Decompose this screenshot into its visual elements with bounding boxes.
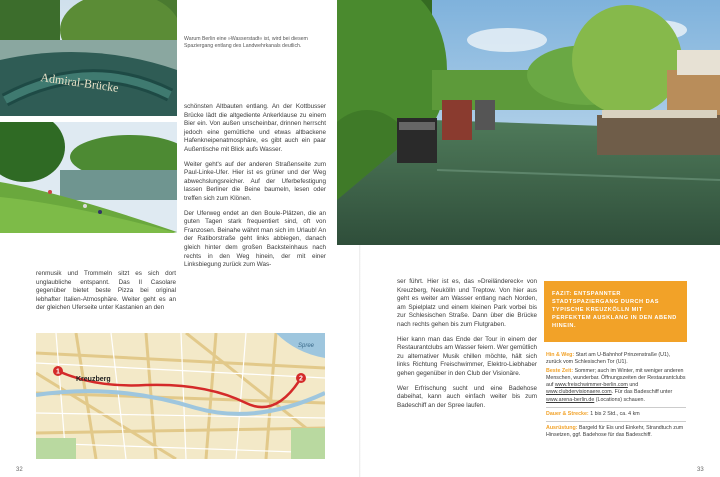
left-page-column-bottom [36,270,176,319]
info-value: (Locations) schauen. [595,396,645,403]
info-zeit [546,368,686,403]
route-map [36,333,325,459]
info-box [546,352,686,441]
link-freischwimmer[interactable]: www.freischwimmer-berlin.com [554,382,628,389]
paragraph: renmusik und Trommeln sitzt es sich dort unglaubliche entspannt. Das Il Casolare gegenüber bietet beste Pizza bei original lebhafter Italien-Atmosphäre. Weiter geht es an der gleichen Uferseite unter Kastanien an den [36,270,176,312]
info-value: Start am U-Bahnhof Prinzenstraße (U1), zurück vom Schlesischen Tor (U1). [546,352,671,366]
map-start-marker: 1 [56,368,60,376]
info-value: und [629,382,639,389]
paragraph: ser führt. Hier ist es, das »Dreiländereck« von Kreuzberg, Neukölln und Treptow. Von hier aus geht es weiter am Wasser entlang nach Norden, am Spielplatz und einem kleinen Park vorbei bis zur Schlesischen Straße. Dann über die Brücke nach rechts gehen bis zum Flutgraben. [397,278,537,328]
info-value: Bargeld für Eis und Einkehr, Strandtuch zum Hinsetzen, ggf. Badehose für das Badeschiff. [546,424,684,438]
bridge-sign-text: Admiral-Brücke [39,70,120,95]
paragraph: schönsten Altbauten entlang. An der Kottbusser Brücke lädt die altgediente Ankerklause zu einem Bier ein. Von außen unscheinbar, drinnen herrscht jedoch eine gemütliche und etwas altbackene Hafenkneipenatmosphäre, es gibt auch ein paar Außentische mit Blick aufs Wasser. [184,103,326,153]
paragraph: Wer Erfrischung sucht und eine Badehose dabeihat, kann auch einfach weiter bis zum Badeschiff an der Spree laufen. [397,384,537,409]
fazit-text: FAZIT: ENTSPANNTER STADTSPAZIERGANG DURCH DAS TYPISCHE KREUZKÖLLN MIT PERFEKTEM AUSKLANG IN DEN ABEND HINEIN. [552,291,677,329]
info-value: Sommer; auch im Winter, mit weniger anderen Menschen, wunderbar. Öffnungszeiten der Restaurantclubs auf [546,368,686,389]
caption-text: Warum Berlin eine »Wasserstadt« ist, wird bei diesem Spaziergang entlang des Landwehrkanals deutlich. [184,36,308,49]
link-arena-berlin[interactable]: www.arena-berlin.de [546,396,595,403]
info-label: Ausrüstung: [546,424,578,431]
map-label-kreuzberg: Kreuzberg [76,376,111,383]
fazit-box [544,281,687,342]
canal-photo [337,0,720,245]
divider [546,421,686,422]
page-number-left: 32 [16,467,23,473]
divider [546,407,686,408]
info-value: . Für das Badeschiff unter [611,389,673,396]
park-photo [0,122,177,233]
link-clubdervisionaere[interactable]: www.clubdervisionaere.com [546,389,612,396]
paragraph: Hier kann man das Ende der Tour in einem der Restaurantclubs am Wasser feiern. Wer gemütlich zu alternativer Musik chillen möchte, hält sich links Richtung Freischwimmer, Elektro-Liebhaber gehen gegenüber in den Club der Visionäre. [397,335,537,377]
info-label: Dauer & Strecke: [546,410,589,417]
info-hinweg [546,352,686,366]
info-dauer [546,411,686,418]
right-page-column [397,278,537,416]
page-number-right: 33 [697,467,704,473]
bridge-photo [0,0,177,116]
info-ausruestung [546,425,686,439]
info-value: 1 bis 2 Std., ca. 4 km [590,410,640,417]
paragraph: Weiter geht's auf der anderen Straßenseite zum Paul-Linke-Ufer. Hier ist es grüner und der Weg abwechslungsreicher. Auf der Uferbefestigung lassen Berliner die Beine baumeln, lesen oder treffen sich zum Klönen. [184,160,326,202]
paragraph: Der Uferweg endet an den Boule-Plätzen, die an guten Tagen stark frequentiert sind, oft von Franzosen. Beinahe wähnt man sich im Urlaub! An der Ratiborstraße geht links abbiegen, danach gleich hinter dem großen Backsteinhaus nach rechts in den Weg hinein, der mit einer Linksbiegung zurück zum Was- [184,209,326,269]
map-label-spree: Spree [298,343,315,349]
info-label: Hin & Weg: [546,352,575,358]
left-page-column-top [184,103,326,276]
map-end-marker: 2 [299,375,303,383]
info-label: Beste Zeit: [546,368,574,375]
photo-caption [184,36,324,50]
